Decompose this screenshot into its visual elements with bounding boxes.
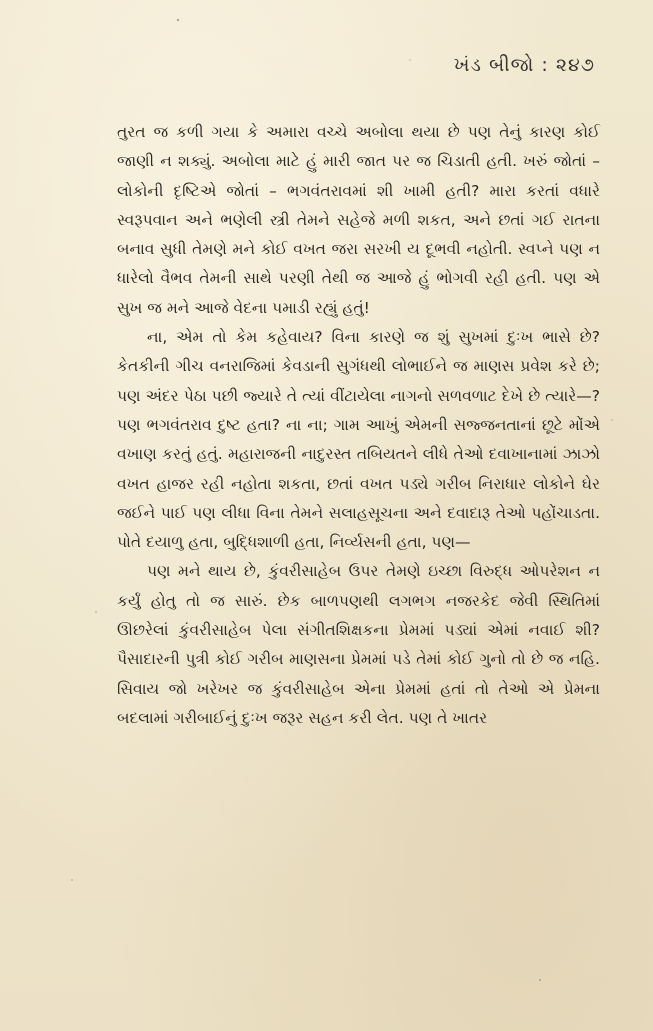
paragraph-1: તુરત જ કળી ગયા કે અમારા વચ્ચે અબોલા થયા છે પણ તેનું કારણ કોઈ જાણી ન શક્યું. અબોલા માટે હું મારી જાત પર જ ચિડાતી હતી. ખરું જોતાં – લોકોની દૃષ્ટિએ જોતાં – ભગવંતરાવમાં શી ખામી હતી? મારા કરતાં વધારે સ્વરૂપવાન અને ભણેલી સ્ત્રી તેમને સહેજે મળી શકત, અને છતાં ગઈ રાતના બનાવ સુધી તેમણે મને કોઈ વખત જરા સરખી ય દૂભવી નહોતી. સ્વપ્ને પણ ન ધારેલો વૈભવ તેમની સાથે પરણી તેથી જ આજે હું ભોગવી રહી હતી. પણ એ સુખ જ મને આજે વેદના પમાડી રહ્યું હતું! [117, 123, 600, 317]
body-text [117, 118, 600, 733]
paragraph-2: ના, એમ તો કેમ કહેવાય? વિના કારણે જ શું સુખમાં દુઃખ ભાસે છે? કેતકીની ગીચ વનરાજિમાં કેવડાની સુગંધથી લોભાઈને જ માણસ પ્રવેશ કરે છે; પણ અંદર પેઠા પછી જ્યારે તે ત્યાં વીંટાયેલા નાગનો સળવળાટ દેખે છે ત્યારે—? પણ ભગવંતરાવ દુષ્ટ હતા? ના ના; ગામ આખું એમની સજ્જનતાનાં છૂટે મોંએ વખાણ કરતું હતું. મહારાજની નાદુરસ્ત તબિયતને લીધે તેઓ દવાખાનામાં ઝાઝો વખત હાજર રહી નહોતા શકતા, છતાં વખત પડ્યે ગરીબ નિરાધાર લોકોને ઘેર જઈને પાઈ પણ લીધા વિના તેમને સલાહસૂચના અને દવાદારૂ તેઓ પહોંચાડતા. પોતે દયાળુ હતા, બુદ્ધિશાળી હતા, નિર્વ્યસની હતા, પણ— [117, 328, 600, 552]
paragraph-3: પણ મને થાય છે, કુંવરીસાહેબ ઉપર તેમણે ઇચ્છા વિરુદ્ધ ઓપરેશન ન કર્યું હોતુ તો જ સારું. છેક બાળપણથી લગભગ નજરકેદ જેવી સ્થિતિમાં ઊછરેલાં કુંવરીસાહેબ પેલા સંગીતશિક્ષકના પ્રેમમાં પડ્યાં એમાં નવાઈ શી? પૈસાદારની પુત્રી કોઈ ગરીબ માણસના પ્રેમમાં પડે તેમાં કોઈ ગુનો તો છે જ નહિ. સિવાય જો ખરેખર જ કુંવરીસાહેબ એના પ્રેમમાં હતાં તો તેઓ એ પ્રેમના બદલામાં ગરીબાઈનું દુઃખ જરૂર સહન કરી લેત. પણ તે ખાતર [117, 562, 600, 727]
running-head: ખંડ બીજો : ૨૪૭ [453, 54, 595, 76]
